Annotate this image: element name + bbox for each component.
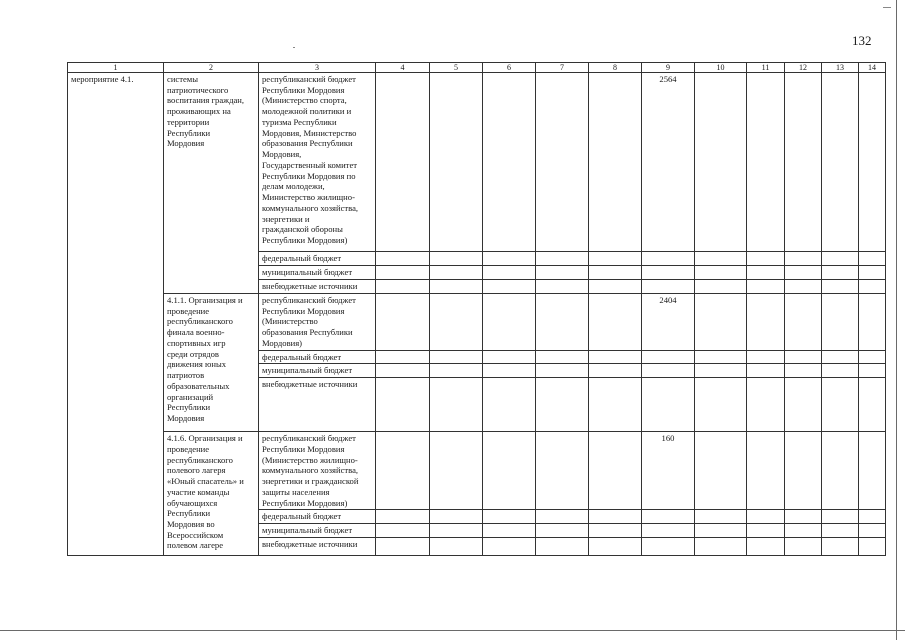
amount-cell	[695, 510, 747, 524]
funding-source-cell: республиканский бюджет Республики Мордовия (Министерство спорта, молодежной политики и туризма Республики Мордовия, Министерство образования Республики Мордовия, Государственный комитет Республики Мордовия по делам молодежи, Министерство жилищно- коммунального хозяйства, энергетики и гражданской обороны Республики Мордовия)	[259, 73, 376, 252]
amount-cell	[376, 280, 430, 294]
amount-cell	[483, 266, 536, 280]
amount-col9-cell	[642, 378, 695, 432]
column-number-cell: 4	[376, 63, 430, 73]
amount-cell	[859, 364, 886, 378]
amount-cell	[536, 510, 589, 524]
amount-cell	[376, 432, 430, 510]
amount-cell	[536, 252, 589, 266]
amount-cell	[589, 294, 642, 351]
amount-cell	[859, 432, 886, 510]
amount-cell	[785, 280, 822, 294]
amount-cell	[785, 252, 822, 266]
amount-cell	[785, 294, 822, 351]
column-number-cell: 12	[785, 63, 822, 73]
amount-cell	[859, 252, 886, 266]
funding-source-cell: федеральный бюджет	[259, 252, 376, 266]
amount-cell	[376, 378, 430, 432]
amount-col9-cell	[642, 364, 695, 378]
funding-source-cell: республиканский бюджет Республики Мордовия (Министерство жилищно- коммунального хозяйства, энергетики и гражданской защиты населения Республики Мордовия)	[259, 432, 376, 510]
amount-cell	[822, 73, 859, 252]
column-number-cell: 2	[164, 63, 259, 73]
page-number: 132	[852, 33, 872, 48]
amount-cell	[430, 537, 483, 555]
amount-cell	[376, 524, 430, 538]
table-row	[68, 73, 886, 252]
amount-cell	[785, 350, 822, 364]
amount-cell	[695, 266, 747, 280]
amount-cell	[536, 537, 589, 555]
measure-name-cell: системы патриотического воспитания граждан, проживающих на территории Республики Мордовия	[164, 73, 259, 294]
amount-cell	[430, 364, 483, 378]
amount-cell	[483, 364, 536, 378]
column-number-cell: 9	[642, 63, 695, 73]
amount-cell	[785, 266, 822, 280]
amount-cell	[430, 280, 483, 294]
amount-cell	[747, 294, 785, 351]
column-number-cell: 13	[822, 63, 859, 73]
column-number-row	[68, 63, 886, 73]
amount-cell	[536, 73, 589, 252]
amount-cell	[695, 524, 747, 538]
amount-cell	[536, 294, 589, 351]
amount-cell	[785, 378, 822, 432]
amount-cell	[822, 510, 859, 524]
amount-cell	[695, 364, 747, 378]
amount-cell	[747, 378, 785, 432]
amount-col9-cell	[642, 252, 695, 266]
amount-cell	[536, 266, 589, 280]
table-row	[68, 432, 886, 510]
amount-cell	[430, 294, 483, 351]
amount-cell	[859, 537, 886, 555]
amount-cell	[536, 350, 589, 364]
funding-source-cell: федеральный бюджет	[259, 350, 376, 364]
amount-cell	[589, 73, 642, 252]
amount-cell	[822, 432, 859, 510]
amount-cell	[376, 266, 430, 280]
amount-cell	[747, 432, 785, 510]
funding-source-cell: федеральный бюджет	[259, 510, 376, 524]
amount-col9-cell	[642, 537, 695, 555]
amount-cell	[695, 73, 747, 252]
amount-cell	[695, 252, 747, 266]
amount-cell	[859, 510, 886, 524]
amount-cell	[376, 364, 430, 378]
amount-cell	[376, 73, 430, 252]
amount-cell	[695, 537, 747, 555]
amount-cell	[859, 73, 886, 252]
column-number-cell: 3	[259, 63, 376, 73]
amount-col9-cell: 2564	[642, 73, 695, 252]
amount-cell	[747, 364, 785, 378]
table-body	[68, 63, 886, 556]
amount-cell	[822, 252, 859, 266]
amount-cell	[747, 252, 785, 266]
column-number-cell: 1	[68, 63, 164, 73]
amount-cell	[589, 524, 642, 538]
measure-name-cell: 4.1.1. Организация и проведение республиканского финала военно- спортивных игр среди отрядов движения юных патриотов образовательных организаций Республики Мордовия	[164, 294, 259, 432]
amount-col9-cell	[642, 266, 695, 280]
amount-col9-cell	[642, 350, 695, 364]
amount-col9-cell: 2404	[642, 294, 695, 351]
funding-source-cell: внебюджетные источники	[259, 378, 376, 432]
amount-cell	[376, 252, 430, 266]
column-number-cell: 10	[695, 63, 747, 73]
amount-cell	[430, 524, 483, 538]
amount-cell	[483, 350, 536, 364]
amount-cell	[695, 350, 747, 364]
amount-cell	[483, 524, 536, 538]
scan-edge-right	[896, 0, 897, 640]
amount-cell	[859, 266, 886, 280]
amount-cell	[536, 524, 589, 538]
amount-cell	[589, 280, 642, 294]
amount-cell	[695, 294, 747, 351]
amount-cell	[483, 73, 536, 252]
amount-cell	[430, 252, 483, 266]
amount-cell	[483, 432, 536, 510]
amount-cell	[483, 537, 536, 555]
amount-col9-cell	[642, 280, 695, 294]
amount-cell	[536, 378, 589, 432]
amount-cell	[589, 510, 642, 524]
table-row	[68, 294, 886, 351]
funding-source-cell: муниципальный бюджет	[259, 266, 376, 280]
amount-cell	[589, 432, 642, 510]
funding-source-cell: муниципальный бюджет	[259, 524, 376, 538]
amount-cell	[859, 294, 886, 351]
amount-col9-cell: 160	[642, 432, 695, 510]
scan-edge-bottom	[0, 630, 905, 631]
amount-cell	[376, 510, 430, 524]
amount-cell	[483, 510, 536, 524]
funding-source-cell: республиканский бюджет Республики Мордовия (Министерство образования Республики Мордовия)	[259, 294, 376, 351]
amount-cell	[747, 510, 785, 524]
amount-cell	[536, 280, 589, 294]
column-number-cell: 6	[483, 63, 536, 73]
amount-cell	[747, 524, 785, 538]
amount-cell	[859, 350, 886, 364]
amount-cell	[785, 364, 822, 378]
amount-cell	[822, 524, 859, 538]
amount-cell	[785, 510, 822, 524]
amount-cell	[822, 378, 859, 432]
column-number-cell: 11	[747, 63, 785, 73]
amount-cell	[376, 537, 430, 555]
amount-cell	[747, 266, 785, 280]
amount-cell	[747, 537, 785, 555]
amount-cell	[822, 537, 859, 555]
scan-mark	[883, 7, 891, 8]
amount-cell	[589, 350, 642, 364]
amount-cell	[430, 73, 483, 252]
amount-cell	[747, 280, 785, 294]
amount-cell	[589, 266, 642, 280]
amount-cell	[483, 280, 536, 294]
amount-cell	[536, 364, 589, 378]
amount-cell	[589, 537, 642, 555]
funding-source-cell: муниципальный бюджет	[259, 364, 376, 378]
amount-cell	[695, 280, 747, 294]
column-number-cell: 7	[536, 63, 589, 73]
amount-cell	[822, 280, 859, 294]
funding-source-cell: внебюджетные источники	[259, 537, 376, 555]
amount-cell	[785, 432, 822, 510]
amount-cell	[589, 252, 642, 266]
amount-cell	[785, 524, 822, 538]
amount-col9-cell	[642, 510, 695, 524]
amount-cell	[785, 73, 822, 252]
column-number-cell: 5	[430, 63, 483, 73]
amount-cell	[430, 378, 483, 432]
measure-name-cell: 4.1.6. Организация и проведение республиканского полевого лагеря «Юный спасатель» и участие команды обучающихся Республики Мордовия во Всероссийском полевом лагере	[164, 432, 259, 556]
activity-cell: мероприятие 4.1.	[68, 73, 164, 556]
amount-cell	[822, 266, 859, 280]
amount-cell	[376, 294, 430, 351]
amount-cell	[822, 350, 859, 364]
amount-cell	[822, 294, 859, 351]
amount-cell	[376, 350, 430, 364]
amount-cell	[483, 294, 536, 351]
amount-cell	[430, 350, 483, 364]
amount-cell	[430, 510, 483, 524]
amount-cell	[859, 280, 886, 294]
amount-cell	[695, 378, 747, 432]
amount-cell	[747, 350, 785, 364]
column-number-cell: 14	[859, 63, 886, 73]
amount-cell	[483, 378, 536, 432]
amount-cell	[695, 432, 747, 510]
amount-col9-cell	[642, 524, 695, 538]
amount-cell	[589, 364, 642, 378]
scan-speck	[293, 47, 295, 48]
amount-cell	[430, 266, 483, 280]
amount-cell	[483, 252, 536, 266]
column-number-cell: 8	[589, 63, 642, 73]
funding-source-cell: внебюджетные источники	[259, 280, 376, 294]
amount-cell	[822, 364, 859, 378]
amount-cell	[536, 432, 589, 510]
amount-cell	[859, 524, 886, 538]
amount-cell	[589, 378, 642, 432]
budget-table	[67, 62, 886, 556]
amount-cell	[859, 378, 886, 432]
amount-cell	[430, 432, 483, 510]
amount-cell	[785, 537, 822, 555]
amount-cell	[747, 73, 785, 252]
